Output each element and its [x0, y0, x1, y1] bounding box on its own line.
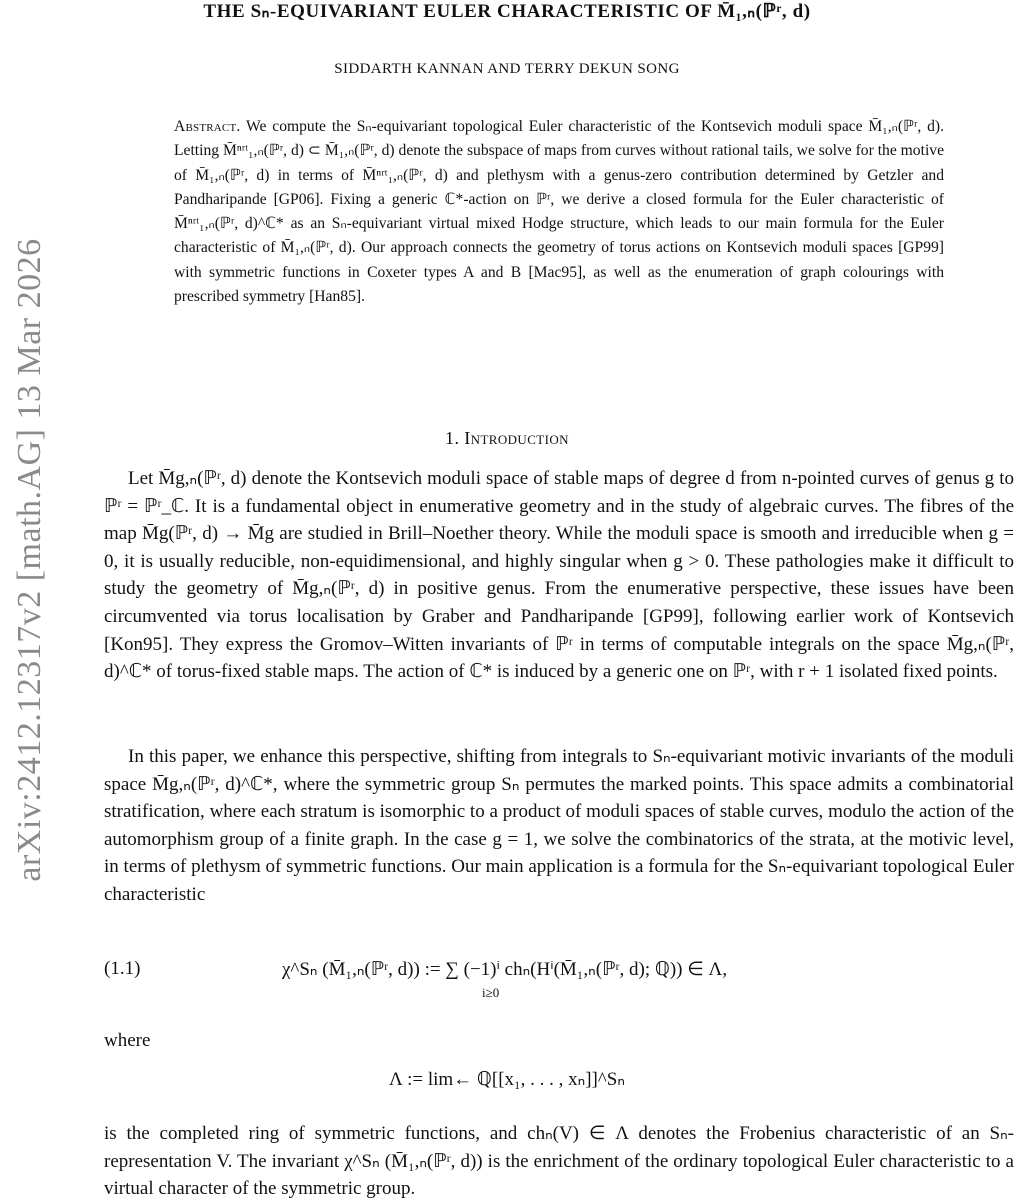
abstract-label: Abstract.	[174, 118, 241, 135]
section-title: Introduction	[464, 428, 569, 448]
paper-authors: SIDDARTH KANNAN AND TERRY DEKUN SONG	[334, 61, 680, 77]
abstract	[174, 115, 944, 309]
equation-sum-index: i≥0	[482, 985, 500, 1000]
equation-number: (1.1)	[104, 958, 141, 979]
paragraph-3	[104, 1120, 1014, 1203]
arxiv-identifier	[0, 160, 60, 960]
arxiv-id-text: arXiv:2412.12317v2 [math.AG] 13 Mar 2026	[11, 238, 48, 882]
paragraph-1	[104, 465, 1014, 686]
equation-1-1	[104, 955, 1014, 1015]
equation-expression: χ^Sₙ (M̄₁,ₙ(ℙʳ, d)) := ∑ (−1)ⁱ chₙ(Hⁱ(M̄₁,ₙ(ℙʳ, d); ℚ)) ∈ Λ,	[282, 959, 728, 980]
abstract-text: We compute the Sₙ-equivariant topological Euler characteristic of the Kontsevich moduli space M̄₁,ₙ(ℙʳ, d). Letting M̄ⁿʳᵗ₁,ₙ(ℙʳ, d) ⊂ M̄₁,ₙ(ℙʳ, d) denote the subspace of maps from curves without rational tails, we solve for the motive of M̄₁,ₙ(ℙʳ, d) in terms of M̄ⁿʳᵗ₁,ₙ(ℙʳ, d) and plethysm with a genus-zero contribution determined by Getzler and Pandharipande [GP06]. Fixing a generic ℂ*-action on ℙʳ, we derive a closed formula for the Euler characteristic of M̄ⁿʳᵗ₁,ₙ(ℙʳ, d)^ℂ* as an Sₙ-equivariant virtual mixed Hodge structure, which leads to our main formula for the Euler characteristic of M̄₁,ₙ(ℙʳ, d). Our approach connects the geometry of torus actions on Kontsevich moduli spaces [GP99] with symmetric functions in Coxeter types A and B [Mac95], as well as the enumeration of graph colourings with prescribed symmetry [Han85].	[174, 118, 944, 306]
section-heading	[0, 428, 1014, 449]
paragraph-2	[104, 743, 1014, 909]
paragraph-2-text: In this paper, we enhance this perspective, shifting from integrals to Sₙ-equivariant motivic invariants of the moduli space M̄g,ₙ(ℙʳ, d)^ℂ*, where the symmetric group Sₙ permutes the marked points. This space admits a combinatorial stratification, where each stratum is isomorphic to a product of moduli spaces of stable curves, modulo the action of the automorphism group of a finite graph. In the case g = 1, we solve the combinatorics of the strata, at the motivic level, in terms of plethysm of symmetric functions. Our main application is a formula for the Sₙ-equivariant topological Euler characteristic	[104, 746, 1014, 905]
paper-title: THE Sₙ-EQUIVARIANT EULER CHARACTERISTIC OF M̄₁,ₙ(ℙʳ, d)	[203, 1, 811, 22]
paragraph-1-text: Let M̄g,ₙ(ℙʳ, d) denote the Kontsevich moduli space of stable maps of degree d from n-pointed curves of genus g to ℙʳ = ℙʳ_ℂ. It is a fundamental object in enumerative geometry and in the study of algebraic curves. The fibres of the map M̄g(ℙʳ, d) → M̄g are studied in Brill–Noether theory. While the moduli space is smooth and irreducible when g = 0, it is usually reducible, non-equidimensional, and highly singular when g > 0. These pathologies make it difficult to study the geometry of M̄g,ₙ(ℙʳ, d) in positive genus. From the enumerative perspective, these issues have been circumvented via torus localisation by Graber and Pandharipande [GP99], following earlier work of Kontsevich [Kon95]. They express the Gromov–Witten invariants of ℙʳ in terms of computable integrals on the space M̄g,ₙ(ℙʳ, d)^ℂ* of torus-fixed stable maps. The action of ℂ* is induced by a generic one on ℙʳ, with r + 1 isolated fixed points.	[104, 468, 1014, 683]
paragraph-3-text: is the completed ring of symmetric functions, and chₙ(V) ∈ Λ denotes the Frobenius characteristic of an Sₙ-representation V. The invariant χ^Sₙ (M̄₁,ₙ(ℙʳ, d)) is the enrichment of the ordinary topological Euler characteristic to a virtual character of the symmetric group.	[104, 1123, 1014, 1200]
where-text: where	[104, 1030, 151, 1051]
section-number: 1.	[445, 428, 460, 448]
lambda-definition: Λ := lim← ℚ[[x₁, . . . , xₙ]]^Sₙ	[389, 1069, 625, 1090]
